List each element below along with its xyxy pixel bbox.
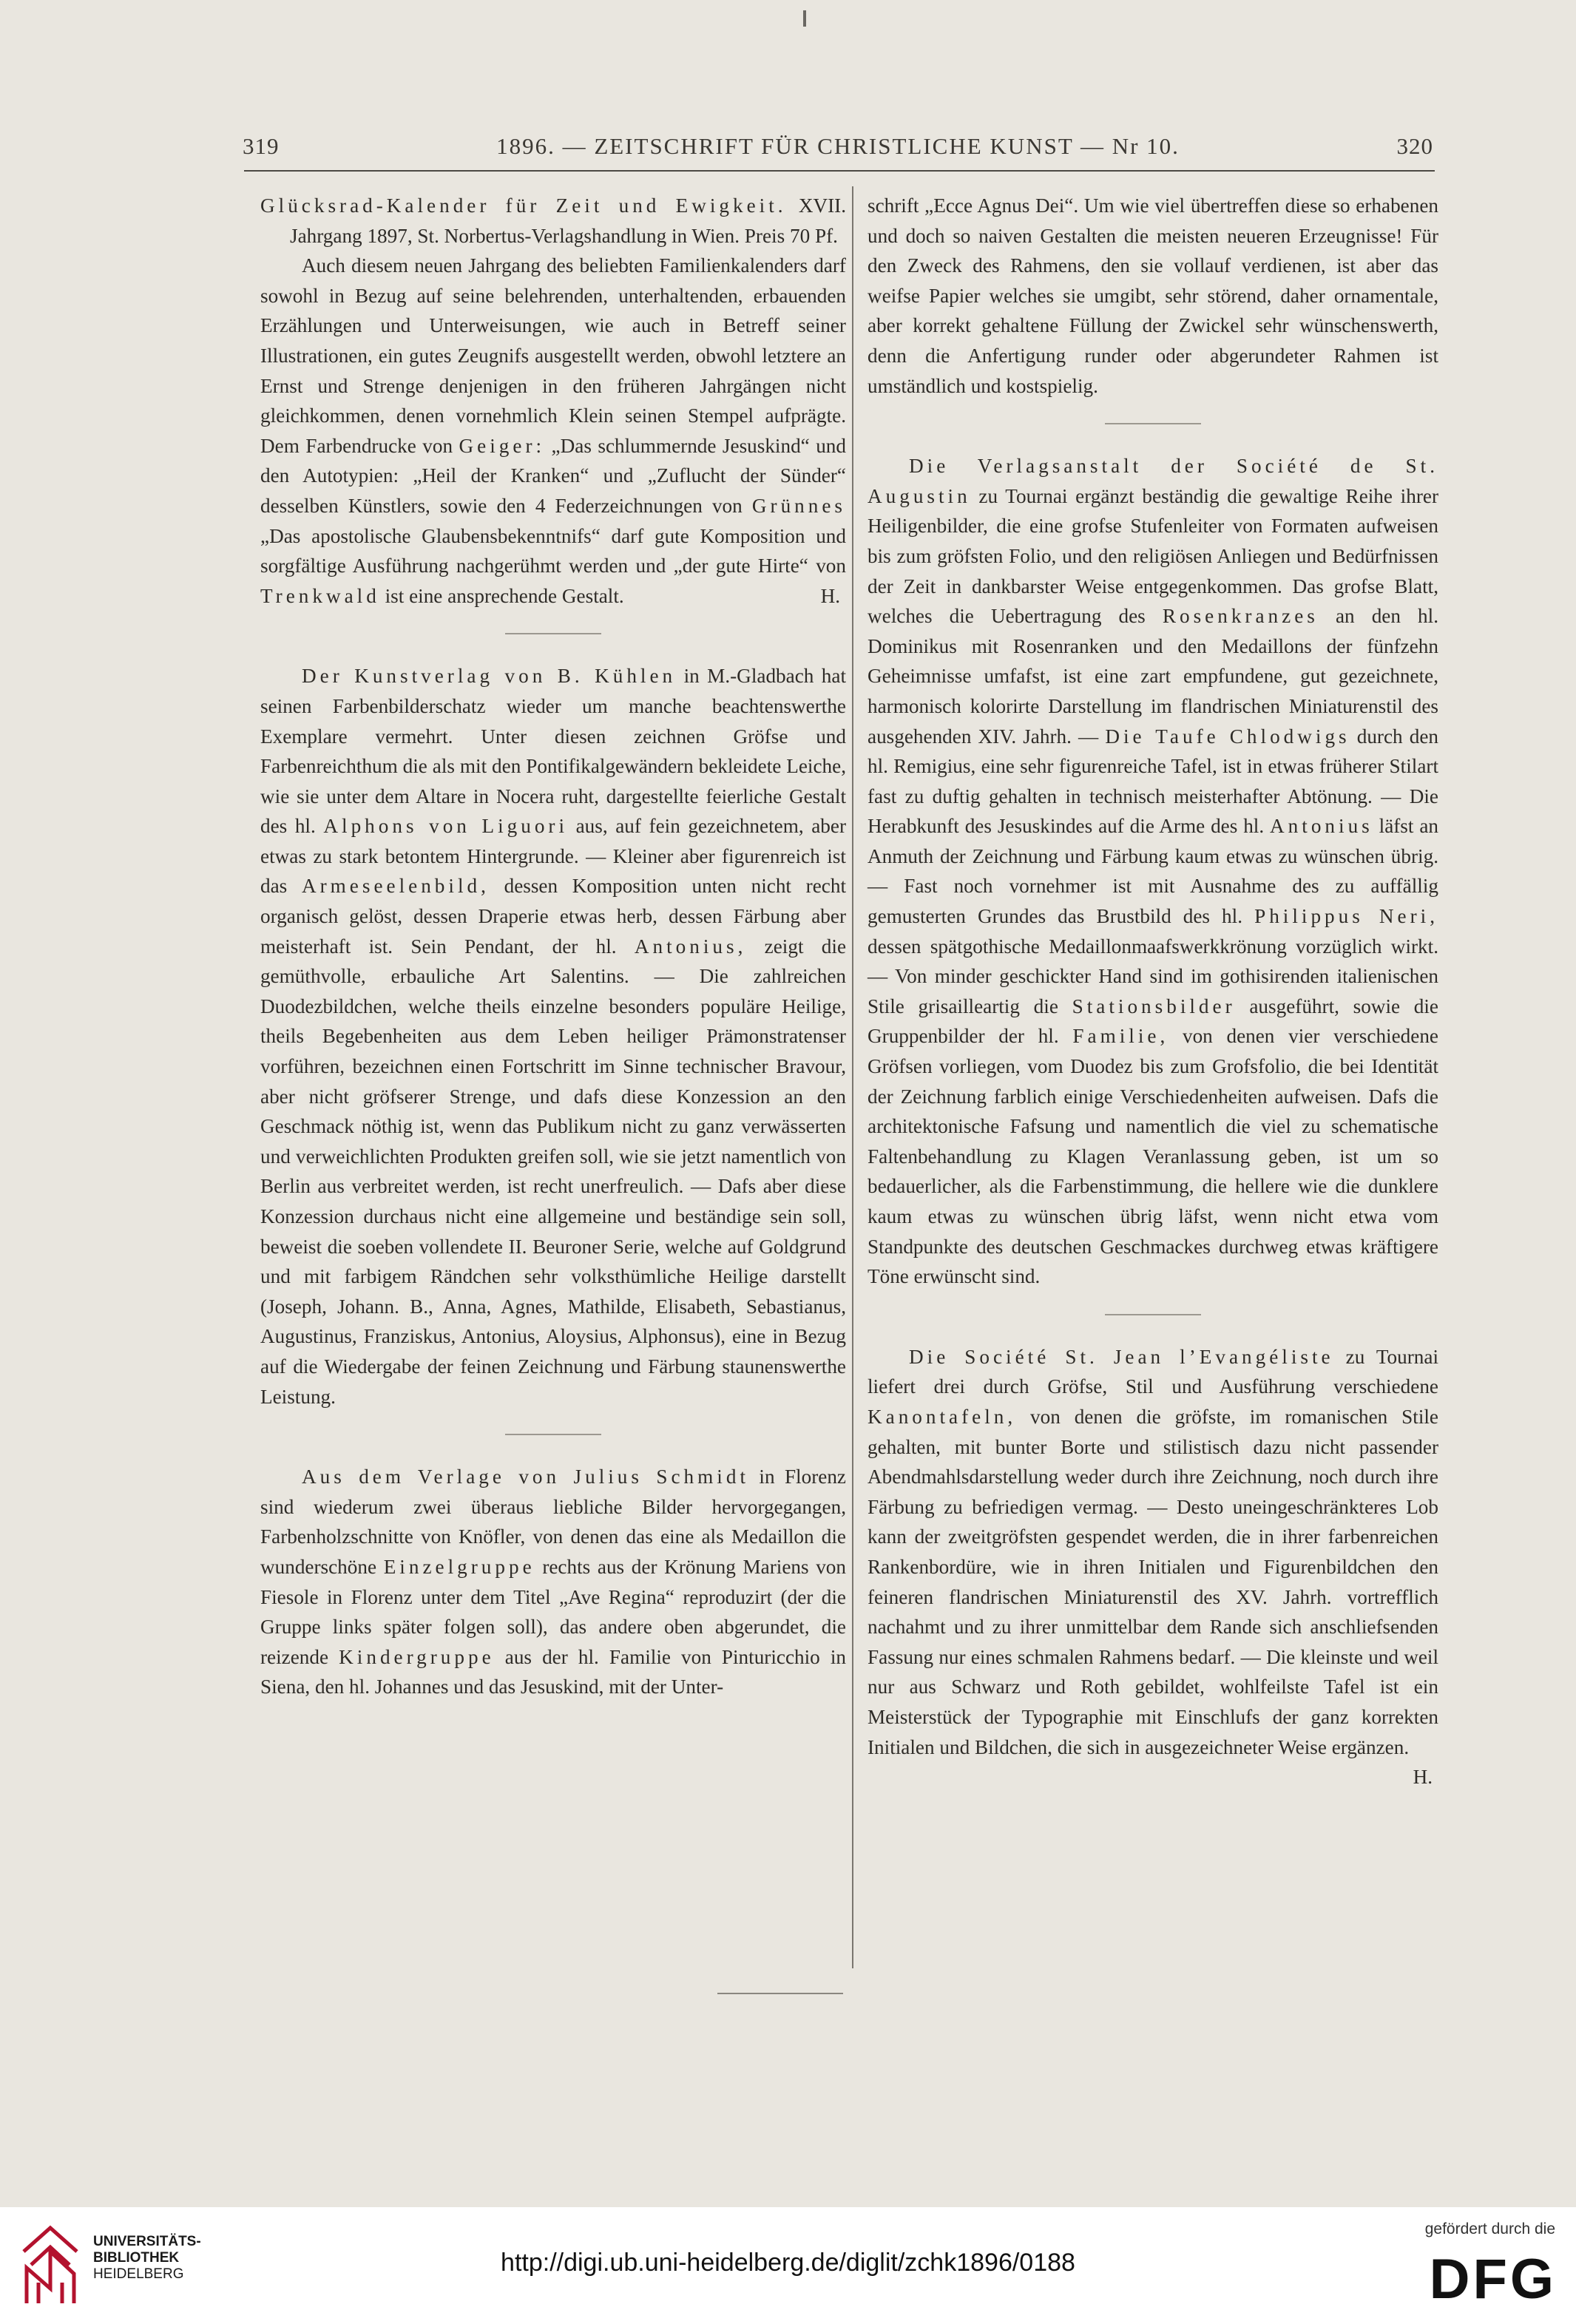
left-column (260, 191, 846, 1702)
review-body: Der Kunstverlag von B. Kühlen in M.-Gladbach hat seinen Farbenbilderschatz wieder um manche beachtenswerthe Exemplare vermehrt. Unter diesen zeichnen Gröfse und Farbenreichthum die als mit den Pontifikalgewändern bekleidete Leiche, wie sie unter dem Altare in Nocera ruht, dargestellte feierliche Gestalt des hl. Alphons von Liguori aus, auf fein gezeichnetem, aber etwas zu stark betontem Hintergrunde. — Kleiner aber figurenreich ist das Armeseelenbild, dessen Komposition unten nicht recht organisch gelöst, dessen Draperie etwas herb, dessen Färbung aber meisterhaft ist. Sein Pendant, der hl. Antonius, zeigt die gemüthvolle, erbauliche Art Salentins. — Die zahlreichen Duodezbildchen, welche theils einzelne besonders populäre Heilige, theils Begebenheiten aus dem Leben heiliger Prämonstratenser vorführen, bezeichnen einen Fortschritt im Sinne technischer Bravour, aber nicht gröfserer Strenge, und dafs diese Konzession an den Geschmack nöthig ist, wenn das Publikum nicht zu ganz verwässerten und verweichlichten Produkten greifen soll, wie sie jetzt namentlich von Berlin aus verbreitet werden, ist recht unerfreulich. — Dafs aber diese Konzession durchaus nicht eine allgemeine und beständige sein soll, beweist die soeben vollendete II. Beuroner Serie, welche auf Goldgrund und mit farbigem Rändchen sehr volksthümliche Heilige darstellt (Joseph, Johann. B., Anna, Agnes, Mathilde, Elisabeth, Sebastianus, Augustinus, Franziskus, Antonius, Aloysius, Alphonsus), eine in Bezug auf die Wiedergabe der feinen Zeichnung und Färbung staunenswerthe Leistung. (260, 665, 847, 1408)
review-body: Auch diesem neuen Jahrgang des beliebten Familienkalenders darf sowohl in Bezug auf seine belehrenden, unterhaltenden, erbauenden Erzählungen und Unterweisungen, wie auch in Betreff seiner Illustrationen, ein gutes Zeugnifs ausgestellt werden, obwohl letztere an Ernst und Strenge denjenigen in den früheren Jahrgängen nicht gleichkommen, denen vornehmlich Klein seinen Stempel aufprägte. Dem Farbendrucke von Geiger: „Das schlummernde Jesuskind“ und den Autotypien: „Heil der Kranken“ und „Zuflucht der Sünder“ desselben Künstlers, sowie den 4 Federzeichnungen von Grünnes „Das apostolische Glaubensbekenntnifs“ darf gute Komposition und sorgfältige Ausführung nachgerühmt werden und „der gute Hirte“ von Trenkwald ist eine ansprechende Gestalt. H. (260, 251, 846, 611)
section-separator (1105, 1314, 1201, 1315)
review-body: schrift „Ecce Agnus Dei“. Um wie viel übertreffen diese so erhabenen und doch so naiven Gestalten die meisten neueren Erzeugnisse! Für den Zweck des Rahmens, den sie vollauf verdienen, ist aber das weifse Papier welches sie umgibt, sehr störend, daher ornamentale, aber korrekt gehaltene Füllung der Zwickel sehr wünschenswerth, denn die Anfertigung runder oder abgerundeter Rahmen ist umständlich und kostspielig. (868, 194, 1438, 397)
dfg-logo: DFG (1429, 2248, 1557, 2311)
permalink-url[interactable]: http://digi.ub.uni-heidelberg.de/diglit/zchk1896/0188 (501, 2249, 1075, 2277)
column-divider (852, 186, 853, 1968)
review-body: Die Verlagsanstalt der Société de St. Augustin zu Tournai ergänzt beständig die gewaltige Reihe ihrer Heiligenbilder, die eine grofse Stufenleiter von Formaten aufweisen bis zum gröfsten Folio, und den religiösen Anliegen und Bedürfnissen der Zeit in dankbarster Weise entgegenkommen. Das grofse Blatt, welches die Uebertragung des Rosenkranzes an den hl. Dominikus mit Rosenranken und den Medaillons der fünfzehn Geheimnisse umfafst, ist eine zart empfundene, gut gezeichnete, harmonisch kolorirte Darstellung im flandrischen Miniaturenstil des ausgehenden XIV. Jahrh. — Die Taufe Chlodwigs durch den hl. Remigius, eine sehr figurenreiche Tafel, ist in etwas früherer Stilart fast zu duftig gehalten in technisch meisterhafter Abtönung. — Die Herabkunft des Jesuskindes auf die Arme des hl. Antonius läfst an Anmuth der Zeichnung und Färbung kaum etwas zu wünschen übrig. — Fast noch vornehmer ist mit Ausnahme des zu auffällig gemusterten Grundes das Brustbild des hl. Philippus Neri, dessen spätgothische Medaillonmaafswerkkrönung vorzüglich wirkt. — Von minder geschickter Hand sind im gothisirenden italienischen Stile grisailleartig die Stationsbilder ausgeführt, sowie die Gruppenbilder der hl. Familie, von denen vier verschiedene Gröfsen vorliegen, vom Duodez bis zum Grofsfolio, die bei Identität der Zeichnung farblich einige Verschiedenheiten aufweisen. Dafs die architektonische Fafsung und namentlich die viel zu schematische Faltenbehandlung zu Klagen Veranlassung geben, ist um so bedauerlicher, als die Farbenstimmung, die hellere wie die dunklere kaum etwas zu wünschen übrig läfst, wenn nicht etwa vom Standpunkte des deutschen Geschmackes durchweg etwas kräftigere Töne erwünscht sind. (868, 455, 1439, 1288)
review-body: Aus dem Verlage von Julius Schmidt in Florenz sind wiederum zwei überaus liebliche Bilder hervorgegangen, Farbenholzschnitte von Knöfler, von denen das eine als Medaillon die wunderschöne Einzelgruppe rechts aus der Krönung Mariens von Fiesole in Florenz unter dem Titel „Ave Regina“ reproduzirt (der die Gruppe links später folgen soll), das andere oben abgerundet, die reizende Kindergruppe aus der hl. Familie von Pinturicchio in Siena, den hl. Johannes und das Jesuskind, mit der Unter- (260, 1466, 846, 1698)
funder-caption: gefördert durch die (1424, 2220, 1555, 2237)
journal-title: 1896. — ZEITSCHRIFT FÜR CHRISTLICHE KUNST — Nr 10. (496, 133, 1180, 159)
right-column (868, 191, 1438, 1792)
bottom-rule (717, 1993, 843, 1994)
page-number-right: 320 (1396, 133, 1433, 159)
review-title: Glücksrad-Kalender für Zeit und Ewigkeit. XVII. Jahrgang 1897, St. Norbertus-Verlagshandlung in Wien. Preis 70 Pf. (260, 194, 846, 247)
header-rule (244, 170, 1435, 172)
section-separator (505, 633, 601, 634)
review-body: Die Société St. Jean l’Evangéliste zu Tournai liefert drei durch Gröfse, Stil und Ausführung verschiedene Kanontafeln, von denen die gröfste, im romanischen Stile gehalten, mit bunter Borte und stilistisch dazu nicht passender Abendmahlsdarstellung weder durch ihre Zeichnung, noch durch ihre Färbung zu befriedigen vermag. — Desto uneingeschränkteres Lob kann der zweitgröfsten gespendet werden, die in ihrer farbenreichen Rankenbordüre, wie in ihren Initialen und Figurenbildchen den feineren flandrischen Miniaturenstil des XV. Jahrh. vortrefflich nachahmt und zu ihrer unmittelbar dem Rande sich anschliefsenden Fassung nur eines schmalen Rahmens bedarf. — Die kleinste und weil nur aus Schwarz und Roth gebildet, wohlfeilste Tafel ist ein Meisterstück der Typographie mit Einschlufs der ganz korrekten Initialen und Bildchen, die sich in ausgezeichneter Weise ergänzen. H. (868, 1342, 1438, 1762)
section-separator (1105, 423, 1201, 424)
section-separator (505, 1434, 601, 1435)
signature: H. (820, 584, 840, 607)
page-number-left: 319 (243, 133, 280, 159)
footer-bar (0, 2207, 1576, 2324)
signature: H. (1413, 1766, 1433, 1789)
running-header (243, 133, 1433, 166)
scan-mark (803, 10, 806, 27)
library-name: UNIVERSITÄTS- BIBLIOTHEK HEIDELBERG (93, 2234, 201, 2282)
